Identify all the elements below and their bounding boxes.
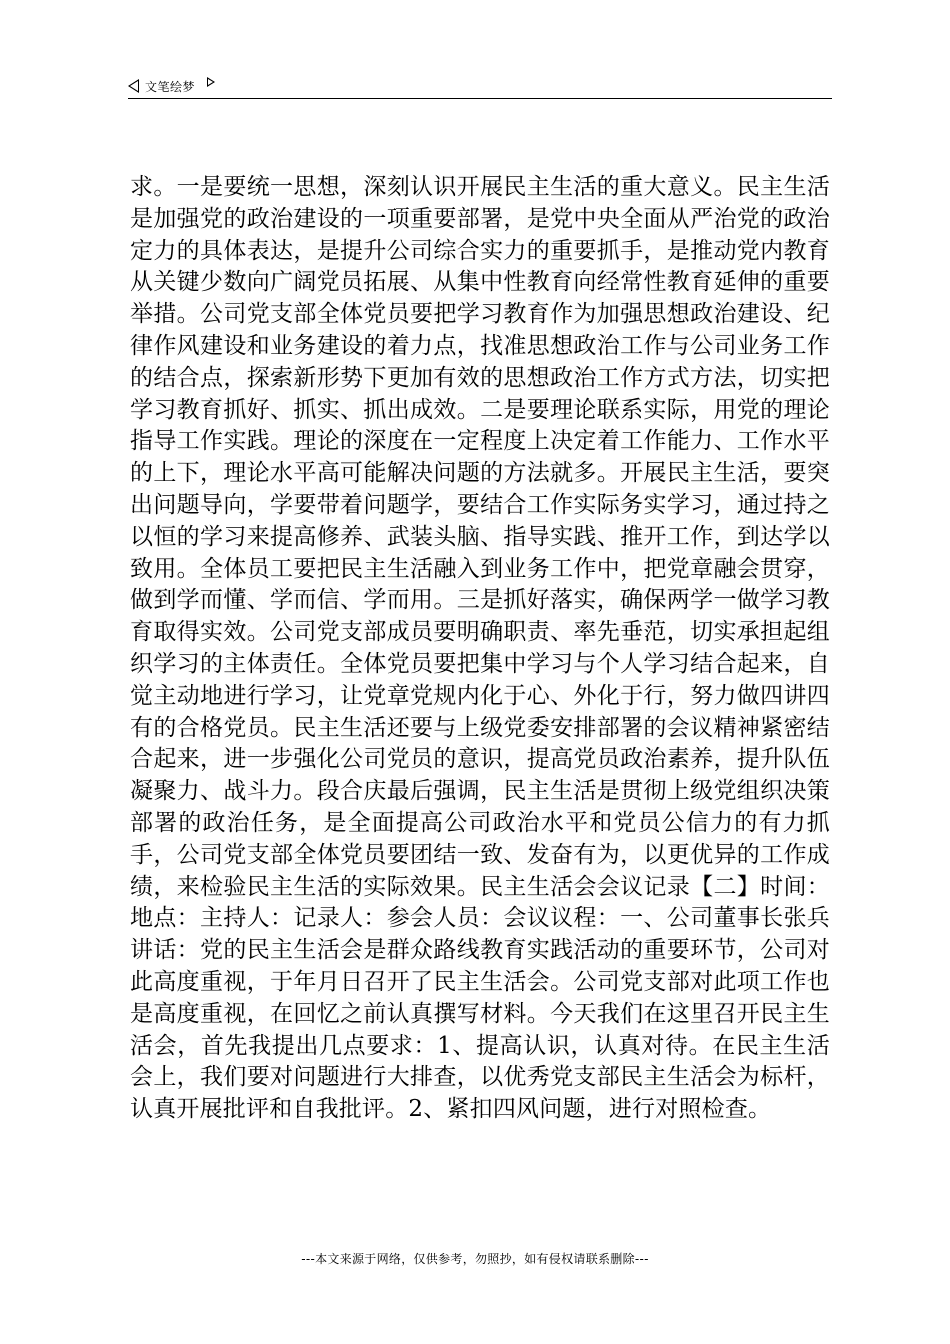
header-rule [128, 98, 832, 99]
header-brand: 文笔绘梦 [145, 79, 196, 94]
triangle-right-icon [207, 77, 215, 87]
body-paragraph: 求。一是要统一思想，深刻认识开展民主生活的重大意义。民主生活是加强党的政治建设的一项重要部署，是党中央全面从严治党的政治定力的具体表达，是提升公司综合实力的重要抓手，是推动党内教育从关键少数向广阔党员拓展、从集中性教育向经常性教育延伸的重要举措。公司党支部全体党员要把学习教育作为加强思想政治建设、纪律作风建设和业务建设的着力点，找准思想政治工作与公司业务工作的结合点，探索新形势下更加有效的思想政治工作方式方法，切实把学习教育抓好、抓实、抓出成效。二是要理论联系实际，用党的理论指导工作实践。理论的深度在一定程度上决定着工作能力、工作水平的上下，理论水平高可能解决问题的方法就多。开展民主生活，要突出问题导向，学要带着问题学，要结合工作实际务实学习，通过持之以恒的学习来提高修养、武装头脑、指导实践、推开工作，到达学以致用。全体员工要把民主生活融入到业务工作中，把党章融会贯穿，做到学而懂、学而信、学而用。三是抓好落实，确保两学一做学习教育取得实效。公司党支部成员要明确职责、率先垂范，切实承担起组织学习的主体责任。全体党员要把集中学习与个人学习结合起来，自觉主动地进行学习，让党章党规内化于心、外化于行，努力做四讲四有的合格党员。民主生活还要与上级党委安排部署的会议精神紧密结合起来，进一步强化公司党员的意识，提高党员政治素养，提升队伍凝聚力、战斗力。段合庆最后强调，民主生活是贯彻上级党组织决策部署的政治任务，是全面提高公司政治水平和党员公信力的有力抓手，公司党支部全体党员要团结一致、发奋有为，以更优异的工作成绩，来检验民主生活的实际效果。民主生活会会议记录【二】时间：地点：主持人：记录人：参会人员：会议议程：一、公司董事长张兵讲话：党的民主生活会是群众路线教育实践活动的重要环节，公司对此高度重视，于年月日召开了民主生活会。公司党支部对此项工作也是高度重视，在回忆之前认真撰写材料。今天我们在这里召开民主生活会，首先我提出几点要求：1、提高认识，认真对待。在民主生活会上，我们要对问题进行大排查，以优秀党支部民主生活会为标杆，认真开展批评和自我批评。2、紧扣四风问题，进行对照检查。 [130, 174, 830, 1123]
triangle-left-icon [128, 79, 139, 93]
page-header [128, 74, 832, 98]
page-footer: ---本文来源于网络，仅供参考，勿照抄，如有侵权请联系删除--- [301, 1252, 649, 1266]
